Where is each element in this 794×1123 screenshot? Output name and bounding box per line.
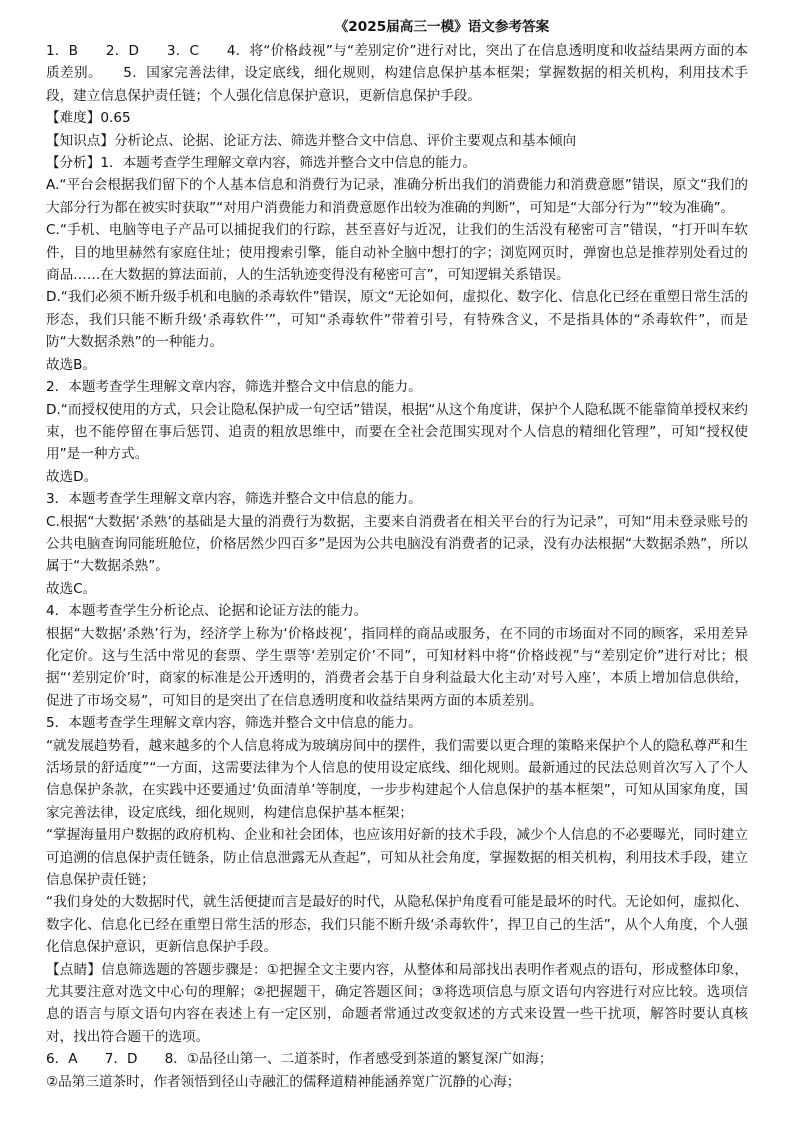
analysis-q2-option-d: D.“而授权使用的方式，只会让隐私保护成一句空话”错误，根据“从这个角度讲，保护个人隐私既不能靠简单授权来约束，也不能停留在事后惩罚、追责的粗放思维中，而要在全社会范围实现对个人信息的精细化管理”，可知“授权使用”是一种方式。 (46, 401, 749, 463)
analysis-q1-answer: 故选B。 (46, 356, 97, 373)
analysis-q5-national: “就发展趋势看，越来越多的个人信息将成为玻璃房间中的摆件，我们需要以更合理的策略来保护个人的隐私尊严和生活场景的舒适度”“一方面，这需要法律为个人信息的使用设定底线、细化规则。最新通过的民法总则首次写入了个人信息保护条款，在实践中还要通过‘负面清单’等制度，一步步构建起个人信息保护的基本框架”，可知从国家角度，国家完善法律，设定底线，细化规则，构建信息保护基本框架； (46, 737, 748, 821)
analysis-q3-heading: 3．本题考查学生理解文章内容，筛选并整合文中信息的能力。 (46, 491, 422, 508)
analysis-q3-answer: 故选C。 (46, 580, 97, 597)
analysis-q4-heading: 4．本题考查学生分析论点、论据和论证方法的能力。 (46, 603, 368, 620)
analysis-q5-social: “掌握海量用户数据的政府机构、企业和社会团体，也应该用好新的技术手段，减少个人信息的不必要曝光，同时建立可追溯的信息保护责任链条，防止信息泄露无从查起”，可知从社会角度，掌握数据的相关机构，利用技术手段，建立信息保护责任链； (46, 827, 748, 889)
answer-8-point-2: ②品第三道茶时，作者领悟到径山寺融汇的儒释道精神能涵养宽广沉静的心海； (46, 1073, 521, 1090)
analysis-q2-answer: 故选D。 (46, 468, 98, 485)
analysis-q1-heading: 【分析】1．本题考查学生理解文章内容，筛选并整合文中信息的能力。 (46, 155, 477, 172)
page-title: 《2025届高三一模》语文参考答案 (334, 19, 550, 35)
analysis-q1-option-d: D.“我们必须不断升级手机和电脑的杀毒软件”错误，原文“无论如何，虚拟化、数字化、信息化已经在重塑日常生活的形态，我们只能不断升级‘杀毒软件’”，可知“杀毒软件”带着引号，有特殊含义，不是指具体的“杀毒软件”，而是防“大数据杀熟”的一种能力。 (46, 289, 749, 351)
analysis-q5-heading: 5．本题考查学生理解文章内容，筛选并整合文中信息的能力。 (46, 715, 422, 732)
difficulty: 【难度】0.65 (46, 110, 131, 127)
analysis-q3-option-c: C.根据“大数据‘杀熟’的基础是大量的消费行为数据，主要来自消费者在相关平台的行为记录”，可知“用未登录账号的公共电脑查询同能班舱位，价格居然少四百多”是因为公共电脑没有消费者的记录，没有办法根据“大数据杀熟”，所以属于“大数据杀熟”。 (46, 513, 748, 575)
analysis-q4-body: 根据“大数据‘杀熟’行为，经济学上称为‘价格歧视’，指同样的商品或服务，在不同的市场面对不同的顾客，采用差异化定价。这与生活中常见的套票、学生票等‘差别定价’不同”，可知材料中将“价格歧视”与“差别定价”进行对比；根据“‘差别定价’时，商家的标准是公开透明的，消费者会基于自身利益最大化主动‘对号入座’，本质上增加信息供给，促进了市场交易”，可知目的是突出了在信息透明度和收益结果两方面的本质差别。 (46, 625, 748, 709)
knowledge-points: 【知识点】分析论点、论据、论证方法、筛选并整合文中信息、评价主要观点和基本倾向 (46, 132, 577, 149)
key-point-note: 【点睛】信息筛选题的答题步骤是：①把握全文主要内容，从整体和局部找出表明作者观点的语句，形成整体印象，尤其要注意对选文中心句的理解；②把握题干，确定答题区间；③将选项信息与原文语句内容进行对应比较。选项信息的语言与原文语句内容在表述上有一定区别，命题者常通过改变叙述的方式来设置一些干扰项，解答时要认真核对，找出符合题干的选项。 (46, 961, 748, 1045)
analysis-q2-heading: 2．本题考查学生理解文章内容，筛选并整合文中信息的能力。 (46, 379, 422, 396)
answers-6-8: 6．A 7．D 8．①品径山第一、二道茶时，作者感受到茶道的繁复深广如海； (46, 1051, 553, 1068)
analysis-q5-personal: “我们身处的大数据时代，就生活便捷而言是最好的时代，从隐私保护角度看可能是最坏的时代。无论如何，虚拟化、数字化、信息化已经在重塑日常生活的形态，我们只能不断升级‘杀毒软件’，捍卫自己的生活”，从个人角度，个人强化信息保护意识，更新信息保护手段。 (46, 894, 748, 956)
analysis-q1-option-a: A.“平台会根据我们留下的个人基本信息和消费行为记录，准确分析出我们的消费能力和消费意愿”错误，原文“我们的大部分行为都在被实时获取”“对用户消费能力和消费意愿作出较为准确的判断”，可知是“大部分行为”“较为准确”。 (46, 177, 748, 216)
answer-summary: 1．B 2．D 3．C 4．将“价格歧视”与“差别定价”进行对比，突出了在信息透明度和收益结果两方面的本质差别。 5．国家完善法律，设定底线，细化规则，构建信息保护基本框架；掌握数据的相关机构，利用技术手段，建立信息保护责任链；个人强化信息保护意识，更新信息保护手段。 (46, 43, 748, 104)
analysis-q1-option-c: C.“手机、电脑等电子产品可以捕捉我们的行踪，甚至喜好与近况，让我们的生活没有秘密可言”错误，“打开叫车软件，目的地里赫然有家庭住址；使用搜索引擎，能自动补全脑中想打的字；浏览网页时，弹窗也总是推荐别处看过的商品……在大数据的算法面前，人的生活轨迹变得没有秘密可言”，可知逻辑关系错误。 (46, 222, 748, 284)
